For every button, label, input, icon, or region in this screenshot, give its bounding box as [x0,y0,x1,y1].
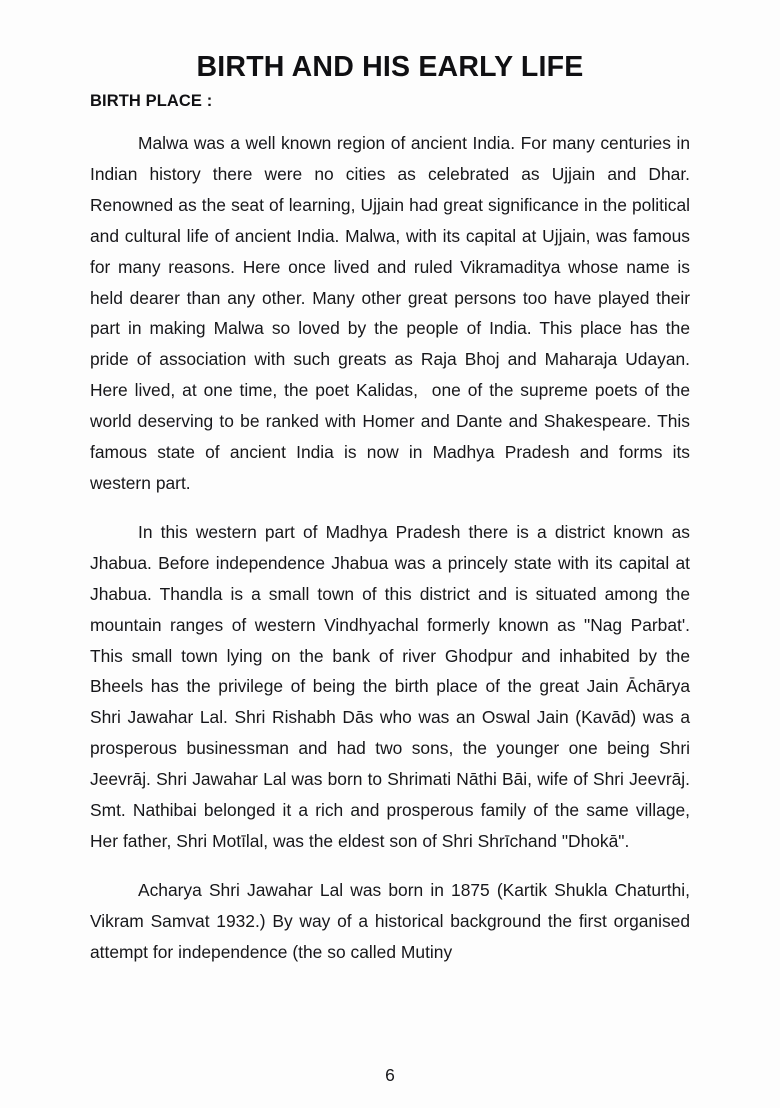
body-paragraph: In this western part of Madhya Pradesh there is a district known as Jhabua. Before independence Jhabua was a princely state with its capital at Jhabua. Thandla is a small town of this district and is situated among the mountain ranges of western Vindhyachal formerly known as "Nag Parbat'. This small town lying on the bank of river Ghodpur and inhabited by the Bheels has the privilege of being the birth place of the great Jain Āchārya Shri Jawahar Lal. Shri Rishabh Dās who was an Oswal Jain (Kavād) was a prosperous businessman and had two sons, the younger one being Shri Jeevrāj. Shri Jawahar Lal was born to Shrimati Nāthi Bāi, wife of Shri Jeevrāj. Smt. Nathibai belonged it a rich and prosperous family of the same village, Her father, Shri Motīlal, was the eldest son of Shri Shrīchand "Dhokā". [90,521,695,851]
page-number: 6 [385,1065,395,1085]
page-content [90,92,695,968]
body-paragraph: Malwa was a well known region of ancient India. For many centuries in Indian history there were no cities as celebrated as Ujjain and Dhar. Renowned as the seat of learning, Ujjain had great significance in the political and cultural life of ancient India. Malwa, with its capital at Ujjain, was famous for many reasons. Here once lived and ruled Vikramaditya whose name is held dearer than any other. Many other great persons too have played their part in making Malwa so loved by the people of India. This place has the pride of association with such greats as Raja Bhoj and Maharaja Udayan. Here lived, at one time, the poet Kalidas, one of the supreme poets of the world deserving to be ranked with Homer and Dante and Shakespeare. This famous state of ancient India is now in Madhya Pradesh and forms its western part. [90,133,695,493]
chapter-title: BIRTH AND HIS EARLY LIFE [196,51,584,84]
body-paragraph: Acharya Shri Jawahar Lal was born in 1875 (Kartik Shukla Chaturthi, Vikram Samvat 1932.) By way of a historical background the first organised attempt for independence (the so called Mutiny [90,879,695,962]
section-heading-birth-place: BIRTH PLACE : [90,92,213,110]
